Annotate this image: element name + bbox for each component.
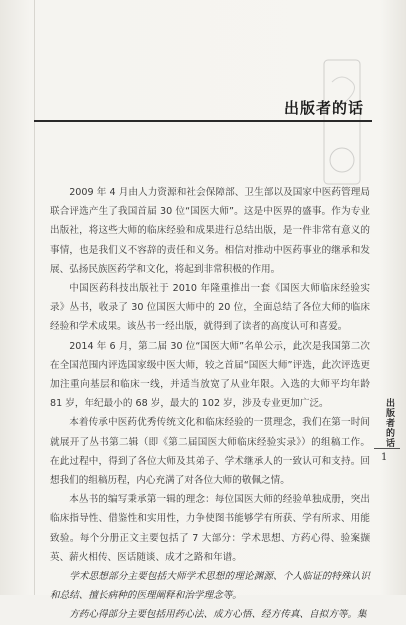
running-side-label: 出版者的话 [384,398,394,448]
paragraph: 2014 年 6 月，第二届 30 位“国医大师”名单公示，此次是我国第二次在全国范围内评选国家级中医大师，较之首届“国医大师”评选，此次评选更加注重向基层和临床一线，并适当放宽了从业年限。入选的大师平均年龄 81 岁，年纪最小的 68 岁，最大的 102 岁，涉及专业更加广泛。 [50,340,370,410]
paragraph: 中国医药科技出版社于 2010 年隆重推出一套《国医大师临床经验实录》丛书，收录了 30 位国医大师中的 20 位，全面总结了各位大师的临床经验和学术成果。该丛书一经出版，就得到了读者的高度认可和喜爱。 [50,283,370,333]
paragraph: 2009 年 4 月由人力资源和社会保障部、卫生部以及国家中医药管理局联合评选产生了我国首届 30 位“国医大师”。这是中医界的盛事。作为专业出版社，将这些大师的临床经验和成果进行总结出版，是一件非常有意义的事情，也是我们义不容辞的责任和义务。相信对推动中医药事业的继承和发展、弘扬民族医药学和文化，将起到非常积极的作用。 [50,187,370,275]
paragraph: 本丛书的编写秉承第一辑的理念：每位国医大师的经验单独成册，突出临床指导性、借鉴性和实用性，力争使图书能够学有所获、学有所求、用能致验。每个分册正文主要包括了 7 大部分：学术思想、方药心得、验案撷英、薪火相传、医话随谈、成才之路和年谱。 [50,494,370,563]
paragraph: 本着传承中医药优秀传统文化和临床经验的一贯理念，我们在第一时间就展开了丛书第二辑（即《第二届国医大师临床经验实录》）的组稿工作。在此过程中，得到了各位大师及其弟子、学术继承人的一致认可和支持。回想我们的组稿历程，内心充满了对各位大师的敬佩之情。 [50,417,370,487]
decorative-seal-ornament [318,52,366,192]
sub-paragraph: 方药心得部分主要包括用药心法、成方心悟、经方传真、自拟方等。集 [69,609,367,621]
sub-paragraph: 学术思想部分主要包括大师学术思想的理论渊源、个人临证的特殊认识和总结、擅长病种的医理阐释和治学理念等。 [50,571,370,602]
side-divider [374,448,400,449]
page-title: 出版者的话 [283,99,364,117]
title-underline [34,120,372,122]
body-text [50,183,370,625]
page-number: 1 [381,452,388,463]
margin-line [34,0,35,595]
